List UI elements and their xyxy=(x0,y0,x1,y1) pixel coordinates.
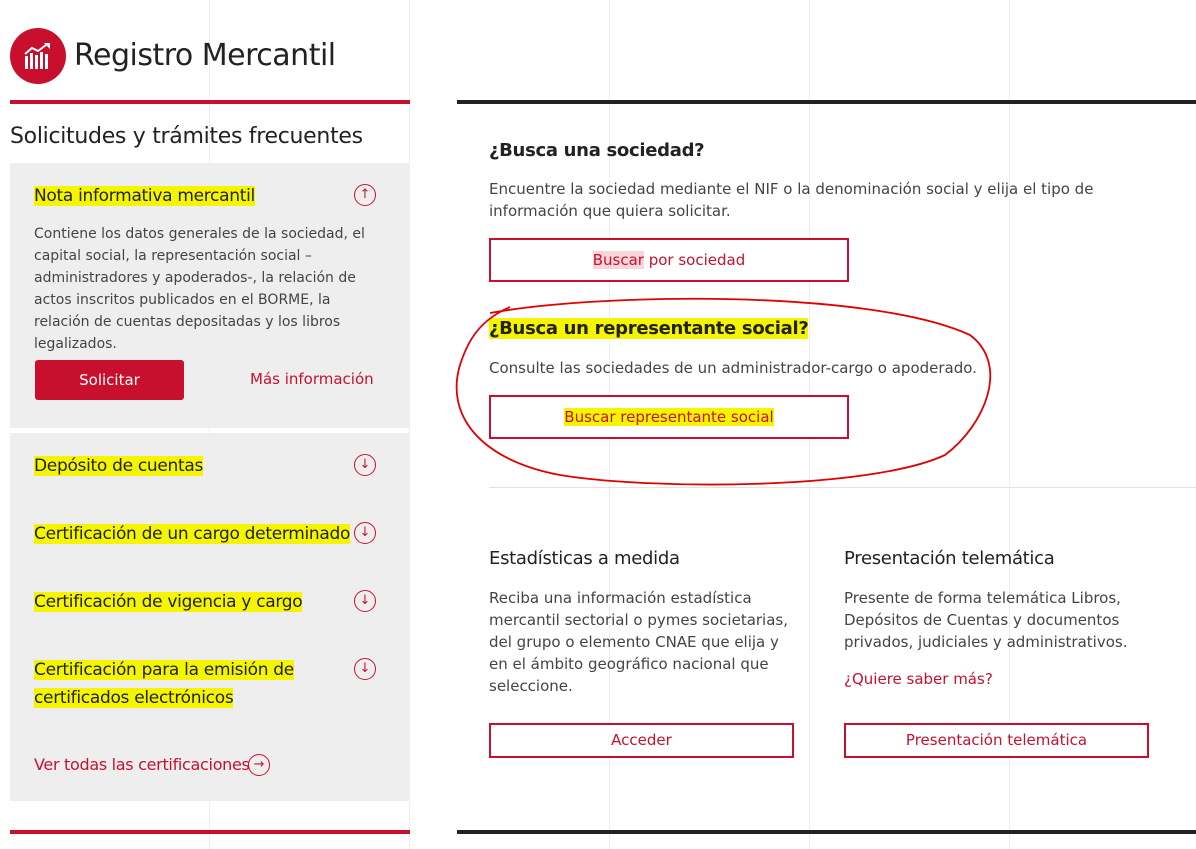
nota-description: Contiene los datos generales de la sociedad, el capital social, la representación social – administradores y apoderados-, la relación de actos inscritos publicados en el BORME, la relación de cuentas depositadas y los libros legalizados. xyxy=(34,226,365,352)
mas-informacion-link[interactable]: Más información xyxy=(250,370,374,388)
expand-icon[interactable]: ↓ xyxy=(354,454,376,476)
quiere-saber-mas-link[interactable]: ¿Quiere saber más? xyxy=(844,670,993,688)
busca-sociedad-text: Encuentre la sociedad mediante el NIF o la denominación social y elija el tipo de información que quiera solicitar. xyxy=(489,180,1094,220)
presentacion-telematica-button[interactable]: Presentación telemática xyxy=(844,723,1149,758)
expand-icon[interactable]: ↓ xyxy=(354,522,376,544)
buscar-representante-label: Buscar representante social xyxy=(564,408,774,426)
brand-logo[interactable] xyxy=(10,28,66,84)
solicitar-button[interactable]: Solicitar xyxy=(35,360,184,400)
guide-line xyxy=(1009,0,1010,849)
buscar-sociedad-button[interactable] xyxy=(489,238,849,282)
expand-icon[interactable]: ↓ xyxy=(354,590,376,612)
item-certificacion-emision[interactable] xyxy=(34,656,334,712)
brand-title[interactable]: Registro Mercantil xyxy=(74,38,336,73)
telematica-title: Presentación telemática xyxy=(844,548,1055,569)
estadisticas-text: Reciba una información estadística mercantil sectorial o pymes societarias, del grupo o elemento CNAE que elija y en el ámbito geográfico nacional que seleccione. xyxy=(489,589,789,695)
item-label: Certificación para la emisión de certificados electrónicos xyxy=(34,660,294,708)
arrow-right-icon[interactable]: → xyxy=(248,754,270,776)
ver-todas-link[interactable]: Ver todas las certificaciones xyxy=(34,755,250,774)
item-label: Depósito de cuentas xyxy=(34,456,204,476)
collapse-icon[interactable]: ↑ xyxy=(354,184,376,206)
item-label: Certificación de un cargo determinado xyxy=(34,524,351,544)
busca-sociedad-title: ¿Busca una sociedad? xyxy=(489,140,705,161)
annotation-circle xyxy=(450,295,995,490)
busca-representante-label: ¿Busca un representante social? xyxy=(489,318,809,339)
buscar-label: Buscar xyxy=(592,251,644,269)
item-label: Certificación de vigencia y cargo xyxy=(34,592,303,612)
certificaciones-panel xyxy=(10,433,410,801)
item-certificacion-cargo[interactable] xyxy=(34,520,350,548)
section-title: Solicitudes y trámites frecuentes xyxy=(10,124,363,149)
nota-title-label: Nota informativa mercantil xyxy=(34,186,255,206)
divider xyxy=(10,830,410,834)
divider xyxy=(457,100,1196,104)
nota-title[interactable] xyxy=(34,182,255,210)
divider xyxy=(457,830,1196,834)
telematica-text: Presente de forma telemática Libros, Depósitos de Cuentas y documentos privados, judiciales y administrativos. xyxy=(844,589,1128,651)
bar-chart-icon xyxy=(23,42,53,70)
expand-icon[interactable]: ↓ xyxy=(354,658,376,680)
divider xyxy=(10,100,410,104)
item-certificacion-vigencia[interactable] xyxy=(34,588,302,616)
item-deposito-cuentas[interactable] xyxy=(34,452,203,480)
separator xyxy=(489,487,1196,488)
acceder-button[interactable]: Acceder xyxy=(489,723,794,758)
por-sociedad-label: por sociedad xyxy=(643,251,746,269)
estadisticas-title: Estadísticas a medida xyxy=(489,548,680,569)
busca-representante-text: Consulte las sociedades de un administrador-cargo o apoderado. xyxy=(489,359,977,377)
